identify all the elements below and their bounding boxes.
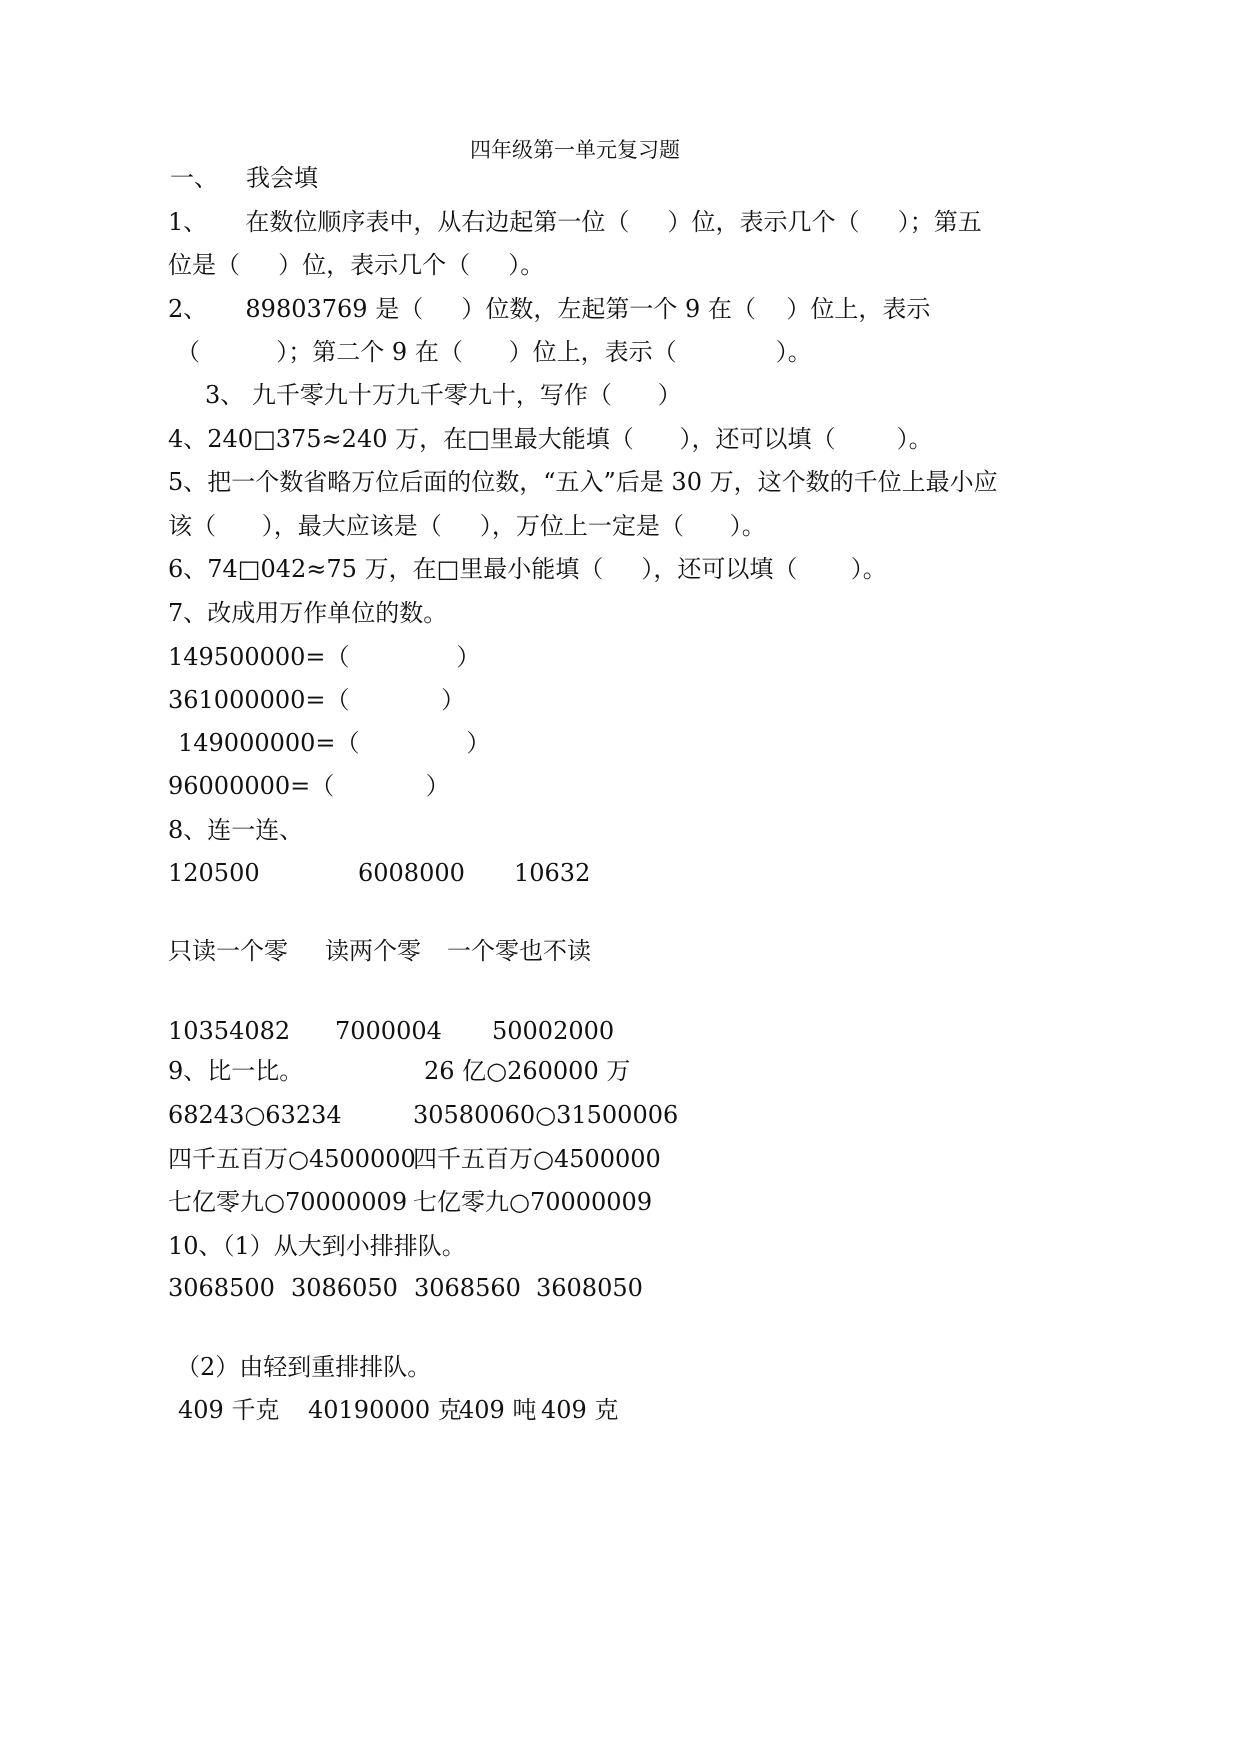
q10-number: 3608050 <box>536 1274 643 1302</box>
q8-heading: 8、连一连、 <box>168 816 304 844</box>
q7-item: 149500000=（ ） <box>168 643 481 671</box>
page-title: 四年级第一单元复习题 <box>470 138 680 162</box>
q10-weight: 409 吨 <box>459 1396 537 1424</box>
q10-weight: 409 千克 <box>178 1396 280 1424</box>
q1-line2: 位是（ ）位，表示几个（ ）。 <box>168 251 545 279</box>
q10-weight: 40190000 克 <box>308 1396 462 1424</box>
q9-compare: 七亿零九○70000009 <box>168 1188 408 1216</box>
q5-line1: 5、把一个数省略万位后面的位数，“五入”后是 30 万，这个数的千位上最小应 <box>168 468 998 496</box>
q6-line: 6、74□042≈75 万，在□里最小能填（ ），还可以填（ ）。 <box>168 555 887 583</box>
q8-category: 读两个零 <box>325 937 421 965</box>
q8-category: 一个零也不读 <box>447 937 591 965</box>
q8-number: 6008000 <box>358 859 465 887</box>
q7-item: 96000000=（ ） <box>168 772 450 800</box>
q9-compare: 四千五百万○4500000 <box>168 1145 416 1173</box>
q7-heading: 7、改成用万作单位的数。 <box>168 599 448 627</box>
q9-compare: 26 亿○260000 万 <box>424 1057 631 1085</box>
q9-compare: 30580060○31500006 <box>413 1101 679 1129</box>
q9-compare: 七亿零九○70000009 <box>413 1188 653 1216</box>
q10-heading: 10、（1）从大到小排排队。 <box>168 1232 466 1260</box>
q10-number: 3068560 <box>414 1274 521 1302</box>
q8-number: 50002000 <box>492 1017 615 1045</box>
q9-compare: 四千五百万○4500000 <box>413 1145 661 1173</box>
q5-line2: 该（ ），最大应该是（ ），万位上一定是（ ）。 <box>168 512 766 540</box>
q7-item: 149000000=（ ） <box>178 729 491 757</box>
q9-compare: 68243○63234 <box>168 1101 342 1129</box>
q9-heading: 9、比一比。 <box>168 1057 304 1085</box>
q8-category: 只读一个零 <box>168 937 288 965</box>
q10-weight: 409 克 <box>541 1396 619 1424</box>
q7-item: 361000000=（ ） <box>168 686 466 714</box>
q10-number: 3086050 <box>291 1274 398 1302</box>
q1-line1: 1、 在数位顺序表中，从右边起第一位（ ）位，表示几个（ ）；第五 <box>168 208 982 236</box>
q3-line: 3、 九千零九十万九千零九十，写作（ ） <box>205 381 682 409</box>
q2-line1: 2、 89803769 是（ ）位数，左起第一个 9 在（ ）位上，表示 <box>168 295 931 323</box>
q8-number: 10354082 <box>168 1017 291 1045</box>
q10-subheading: （2）由轻到重排排队。 <box>176 1353 432 1381</box>
q4-line: 4、240□375≈240 万，在□里最大能填（ ），还可以填（ ）。 <box>168 425 933 453</box>
q8-number: 120500 <box>168 859 260 887</box>
section-number: 一、 <box>170 164 218 192</box>
q2-line2: （ ）；第二个 9 在（ ）位上，表示（ ）。 <box>176 338 812 366</box>
section-label: 我会填 <box>246 164 318 192</box>
q8-number: 10632 <box>514 859 591 887</box>
q8-number: 7000004 <box>335 1017 442 1045</box>
q10-number: 3068500 <box>168 1274 275 1302</box>
